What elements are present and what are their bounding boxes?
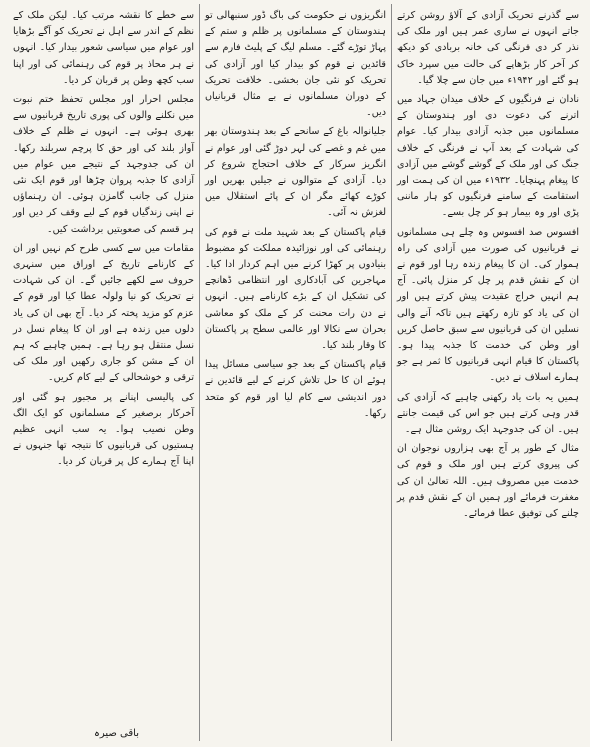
paragraph: نادان نے فرنگیوں کے خلاف میدان جہاد میں اترنے کی دعوت دی اور ہندوستان کے مسلمانوں میں جذبہ آزادی بیدار کیا۔ عوام کی شہادت کے بعد آپ نے فرنگی کے خلاف جنگ کی اور ملک کے گوشے گوشے میں آزادی کا پیغام پہنچایا۔ ۱۹۳۲ء میں ان کی ہمت اور استقامت کے سامنے فرنگیوں کو ہار ماننی پڑی اور وہ بیمار ہو کر چل بسے۔ bbox=[397, 94, 579, 219]
paragraph: سے خطے کا نقشہ مرتب کیا۔ لیکن ملک کے نظم کے اندر سے اہل نے تحریک کو آگے بڑھایا اور عوام میں سیاسی شعور بیدار کیا۔ انہوں نے ہر محاذ پر قوم کی رہنمائی کی اور اپنا سب کچھ وطن پر قربان کر دیا۔ bbox=[13, 10, 194, 86]
paragraph: افسوس صد افسوس وہ چلے ہی مسلمانوں نے قربانیوں کی صورت میں آزادی کی راہ ہموار کی۔ ان کا پیغام زندہ رہا اور قوم نے ان کے نقش قدم پر چل کر منزل پائی۔ آج ہم انہیں خراج عقیدت پیش کرتے ہیں اور ان کی یاد کو تازہ رکھتے ہیں تاکہ آنے والی نسلیں ان کی قربانیوں سے سبق حاصل کریں اور وطن کی خدمت کا جذبہ پیدا ہو۔ پاکستان کا قیام انہی قربانیوں کا ثمر ہے جو ہمارے اسلاف نے دیں۔ bbox=[397, 226, 579, 384]
paragraph: سے گذرنے تحریک آزادی کے آلاؤ روشن کرتے جاتے انہوں نے ساری عمر ہیں اور ملک کی نذر کر دی فرنگی کی خانہ بربادی کو دیکھ کر آخر کار بڑھاپے کی حالت میں سپرد خاک ہو گئے اور ۱۹۴۲ء میں جان سے چلا گیا۔ bbox=[397, 10, 579, 86]
paragraph: جلیانوالہ باغ کے سانحے کے بعد ہندوستان بھر میں غم و غصے کی لہر دوڑ گئی اور عوام نے انگریز سرکار کے خلاف احتجاج شروع کر دیا۔ آزادی کے متوالوں نے جیلیں بھریں اور کوڑے کھائے مگر ان کے پائے استقلال میں لغزش نہ آئی۔ bbox=[205, 126, 386, 219]
paragraph: قیام پاکستان کے بعد جو سیاسی مسائل پیدا ہوئے ان کا حل تلاش کرنے کے لیے قائدین نے دور اندیشی سے کام لیا اور قوم کو متحد رکھا۔ bbox=[205, 359, 386, 419]
paragraph: مقامات میں سے کسی طرح کم نہیں اور ان کے کارنامے تاریخ کے اوراق میں سنہری حروف سے لکھے جائیں گے۔ ان کی شہادت نے تحریک کو نیا ولولہ عطا کیا اور قوم کے عزم کو مزید پختہ کر دیا۔ آج بھی ان کی یاد دلوں میں زندہ ہے اور ان کا پیغام نسل در نسل منتقل ہو رہا ہے۔ ہمیں چاہیے کہ ہم ان کے مشن کو جاری رکھیں اور ملک کی ترقی و خوشحالی کے لیے کام کریں۔ bbox=[13, 242, 194, 384]
paragraph: مجلس احرار اور مجلس تحفظ ختم نبوت میں نکلنے والوں کی پوری تاریخ قربانیوں سے بھری ہوئی ہے۔ انہوں نے ظلم کے خلاف آواز بلند کی اور حق کا پرچم سربلند رکھا۔ ان کی جدوجہد کے نتیجے میں عوام میں آزادی کا جذبہ پروان چڑھا اور قوم ایک نئی منزل کی جانب گامزن ہوئی۔ ان رہنماؤں نے اپنی زندگیاں قوم کے لیے وقف کر دیں اور ہر قسم کی صعوبتیں برداشت کیں۔ bbox=[13, 94, 194, 235]
continued-note: باقی صیرہ bbox=[93, 728, 139, 739]
column-left bbox=[8, 4, 200, 741]
paragraph: ہمیں یہ بات یاد رکھنی چاہیے کہ آزادی کی قدر وہی کرتے ہیں جو اس کی قیمت جانتے ہیں۔ ان کی جدوجہد ایک روشن مثال ہے۔ bbox=[397, 391, 579, 436]
column-middle bbox=[200, 4, 392, 741]
paragraph: مثال کے طور پر آج بھی ہزاروں نوجوان ان کی پیروی کرتے ہیں اور ملک و قوم کی خدمت میں مصروف ہیں۔ اللہ تعالیٰ ان کی مغفرت فرمائے اور ہمیں ان کے نقش قدم پر چلنے کی توفیق عطا فرمائے۔ bbox=[397, 443, 579, 520]
paragraph: قیام پاکستان کے بعد شہید ملت نے قوم کی رہنمائی کی اور نوزائیدہ مملکت کو مضبوط بنیادوں پر کھڑا کرنے میں اہم کردار ادا کیا۔ مہاجرین کی آبادکاری اور انتظامی ڈھانچے کی تشکیل ان کے بڑے کارنامے ہیں۔ انہوں نے دن رات محنت کر کے ملک کو معاشی بحران سے نکالا اور عالمی سطح پر پاکستان کا وقار بلند کیا۔ bbox=[205, 226, 386, 352]
paragraph: کی پالیسی اپنانے پر مجبور ہو گئی اور آخرکار برصغیر کے مسلمانوں کو ایک الگ وطن نصیب ہوا۔ یہ سب انہی عظیم ہستیوں کی قربانیوں کا نتیجہ تھا جنہوں نے اپنا آج ہمارے کل پر قربان کر دیا۔ bbox=[13, 391, 194, 468]
column-right bbox=[392, 4, 584, 741]
text-columns bbox=[6, 4, 584, 741]
paragraph: انگریزوں نے حکومت کی باگ ڈور سنبھالی تو ہندوستان کے مسلمانوں پر ظلم و ستم کے پہاڑ توڑے گئے۔ مسلم لیگ کے پلیٹ فارم سے قائدین نے قوم کو بیدار کیا اور آزادی کی تحریک کو نئی جان بخشی۔ خلافت تحریک کے دوران مسلمانوں نے بے مثال قربانیاں دیں۔ bbox=[205, 10, 386, 119]
